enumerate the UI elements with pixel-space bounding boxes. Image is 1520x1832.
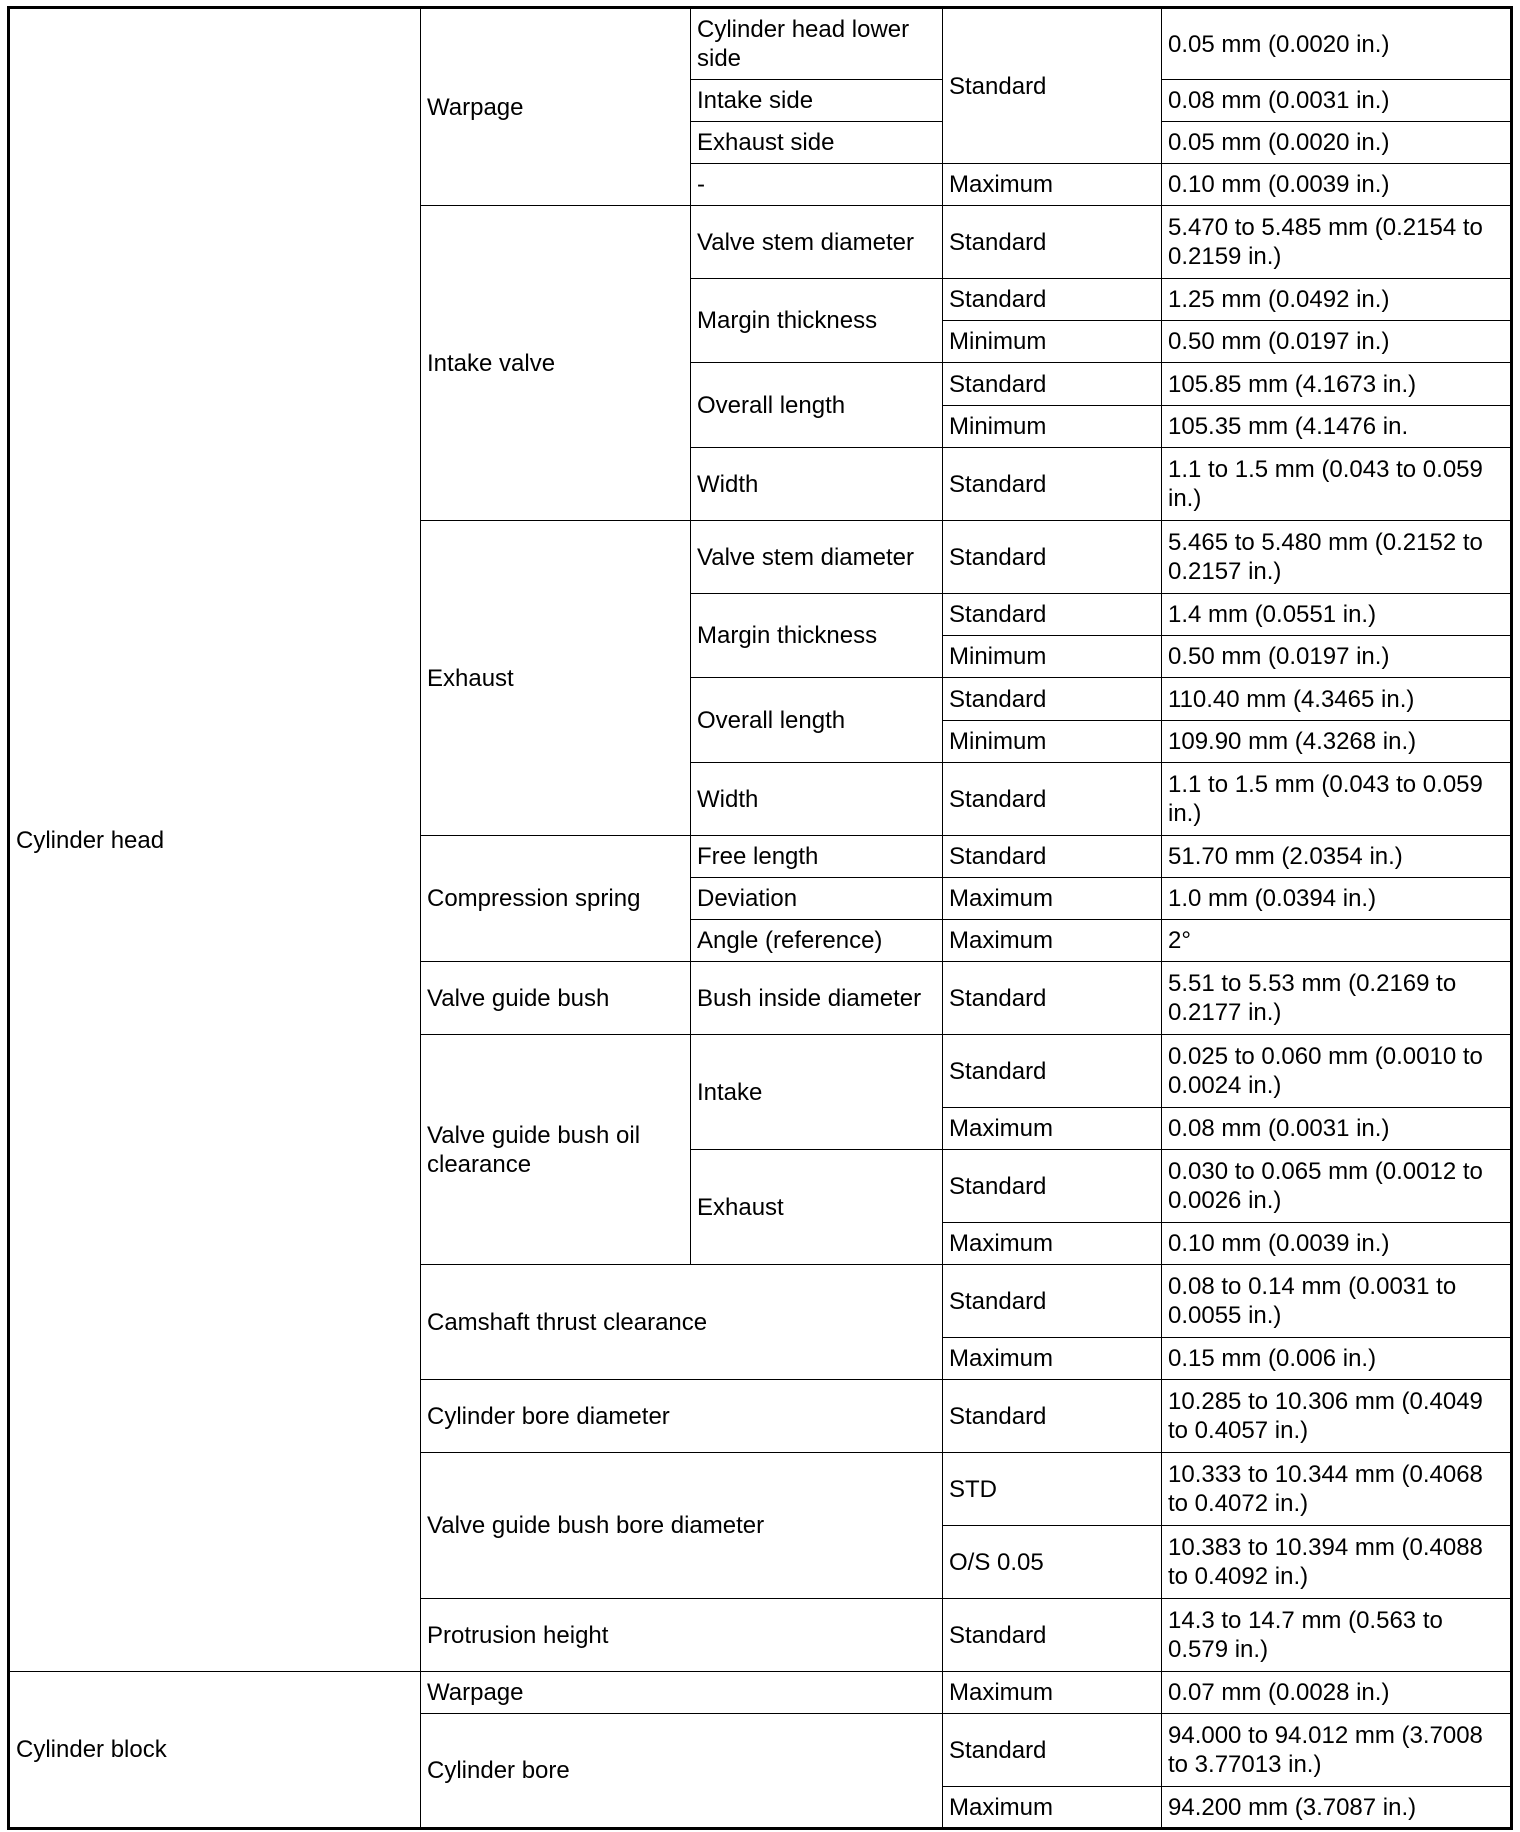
item-cell: Camshaft thrust clearance [421,1265,943,1380]
value-cell: 10.285 to 10.306 mm (0.4049 to 0.4057 in.) [1162,1380,1512,1453]
sub-item-cell: Free length [691,836,943,878]
condition-cell: Standard [943,1150,1162,1223]
sub-item-cell: Bush inside diameter [691,962,943,1035]
value-cell: 0.15 mm (0.006 in.) [1162,1338,1512,1380]
value-cell: 110.40 mm (4.3465 in.) [1162,678,1512,721]
sub-item-cell: Width [691,448,943,521]
item-cell: Exhaust [421,521,691,836]
value-cell: 0.05 mm (0.0020 in.) [1162,122,1512,164]
condition-cell: Standard [943,1599,1162,1672]
item-cell: Valve guide bush [421,962,691,1035]
value-cell: 2° [1162,920,1512,962]
value-cell: 0.030 to 0.065 mm (0.0012 to 0.0026 in.) [1162,1150,1512,1223]
condition-cell: Maximum [943,1787,1162,1829]
sub-item-cell: Intake side [691,80,943,122]
condition-cell: Standard [943,763,1162,836]
condition-cell: Standard [943,1035,1162,1108]
item-cell: Cylinder bore diameter [421,1380,943,1453]
item-cell: Protrusion height [421,1599,943,1672]
value-cell: 1.0 mm (0.0394 in.) [1162,878,1512,920]
value-cell: 94.000 to 94.012 mm (3.7008 to 3.77013 in.) [1162,1714,1512,1787]
value-cell: 1.1 to 1.5 mm (0.043 to 0.059 in.) [1162,763,1512,836]
value-cell: 10.333 to 10.344 mm (0.4068 to 0.4072 in.) [1162,1453,1512,1526]
item-cell: Cylinder bore [421,1714,943,1829]
condition-cell: Standard [943,521,1162,594]
item-cell: Valve guide bush bore diameter [421,1453,943,1599]
condition-cell: Standard [943,363,1162,406]
condition-cell: Standard [943,206,1162,279]
value-cell: 0.05 mm (0.0020 in.) [1162,8,1512,80]
value-cell: 1.25 mm (0.0492 in.) [1162,279,1512,321]
value-cell: 94.200 mm (3.7087 in.) [1162,1787,1512,1829]
value-cell: 5.465 to 5.480 mm (0.2152 to 0.2157 in.) [1162,521,1512,594]
condition-cell: Minimum [943,321,1162,363]
value-cell: 5.51 to 5.53 mm (0.2169 to 0.2177 in.) [1162,962,1512,1035]
condition-cell: Standard [943,1380,1162,1453]
condition-cell: Maximum [943,1108,1162,1150]
value-cell: 0.08 to 0.14 mm (0.0031 to 0.0055 in.) [1162,1265,1512,1338]
condition-cell: Standard [943,678,1162,721]
value-cell: 0.10 mm (0.0039 in.) [1162,164,1512,206]
condition-cell: Standard [943,836,1162,878]
table-row [9,1672,1512,1714]
value-cell: 105.35 mm (4.1476 in. [1162,406,1512,448]
condition-cell: Minimum [943,636,1162,678]
item-cell: Warpage [421,1672,943,1714]
condition-cell: Maximum [943,164,1162,206]
component-cell: Cylinder block [9,1672,421,1829]
condition-cell: Maximum [943,1223,1162,1265]
condition-cell: Standard [943,1265,1162,1338]
value-cell: 0.025 to 0.060 mm (0.0010 to 0.0024 in.) [1162,1035,1512,1108]
item-cell: Compression spring [421,836,691,962]
value-cell: 1.4 mm (0.0551 in.) [1162,594,1512,636]
value-cell: 5.470 to 5.485 mm (0.2154 to 0.2159 in.) [1162,206,1512,279]
sub-item-cell: Deviation [691,878,943,920]
condition-cell: Minimum [943,721,1162,763]
sub-item-cell: Exhaust [691,1150,943,1265]
component-cell: Cylinder head [9,8,421,1672]
condition-cell: O/S 0.05 [943,1526,1162,1599]
condition-cell: STD [943,1453,1162,1526]
sub-item-cell: Valve stem diameter [691,206,943,279]
sub-item-cell: Overall length [691,678,943,763]
condition-cell: Standard [943,448,1162,521]
value-cell: 0.08 mm (0.0031 in.) [1162,80,1512,122]
sub-item-cell: Margin thickness [691,594,943,678]
condition-cell: Standard [943,962,1162,1035]
spec-table [7,6,1513,1830]
condition-cell: Maximum [943,878,1162,920]
value-cell: 0.07 mm (0.0028 in.) [1162,1672,1512,1714]
item-cell: Valve guide bush oil clearance [421,1035,691,1265]
value-cell: 14.3 to 14.7 mm (0.563 to 0.579 in.) [1162,1599,1512,1672]
value-cell: 0.50 mm (0.0197 in.) [1162,636,1512,678]
condition-cell: Maximum [943,920,1162,962]
table-row [9,8,1512,80]
condition-cell: Standard [943,279,1162,321]
value-cell: 10.383 to 10.394 mm (0.4088 to 0.4092 in.) [1162,1526,1512,1599]
value-cell: 105.85 mm (4.1673 in.) [1162,363,1512,406]
condition-cell: Minimum [943,406,1162,448]
item-cell: Warpage [421,8,691,206]
sub-item-cell: Width [691,763,943,836]
sub-item-cell: Overall length [691,363,943,448]
value-cell: 0.10 mm (0.0039 in.) [1162,1223,1512,1265]
item-cell: Intake valve [421,206,691,521]
sub-item-cell: Cylinder head lower side [691,8,943,80]
sub-item-cell: Margin thickness [691,279,943,363]
condition-cell: Standard [943,594,1162,636]
sub-item-cell: - [691,164,943,206]
sub-item-cell: Intake [691,1035,943,1150]
condition-cell: Maximum [943,1338,1162,1380]
value-cell: 109.90 mm (4.3268 in.) [1162,721,1512,763]
condition-cell: Standard [943,8,1162,164]
value-cell: 0.50 mm (0.0197 in.) [1162,321,1512,363]
sub-item-cell: Angle (reference) [691,920,943,962]
sub-item-cell: Exhaust side [691,122,943,164]
value-cell: 1.1 to 1.5 mm (0.043 to 0.059 in.) [1162,448,1512,521]
value-cell: 0.08 mm (0.0031 in.) [1162,1108,1512,1150]
condition-cell: Standard [943,1714,1162,1787]
sub-item-cell: Valve stem diameter [691,521,943,594]
value-cell: 51.70 mm (2.0354 in.) [1162,836,1512,878]
condition-cell: Maximum [943,1672,1162,1714]
